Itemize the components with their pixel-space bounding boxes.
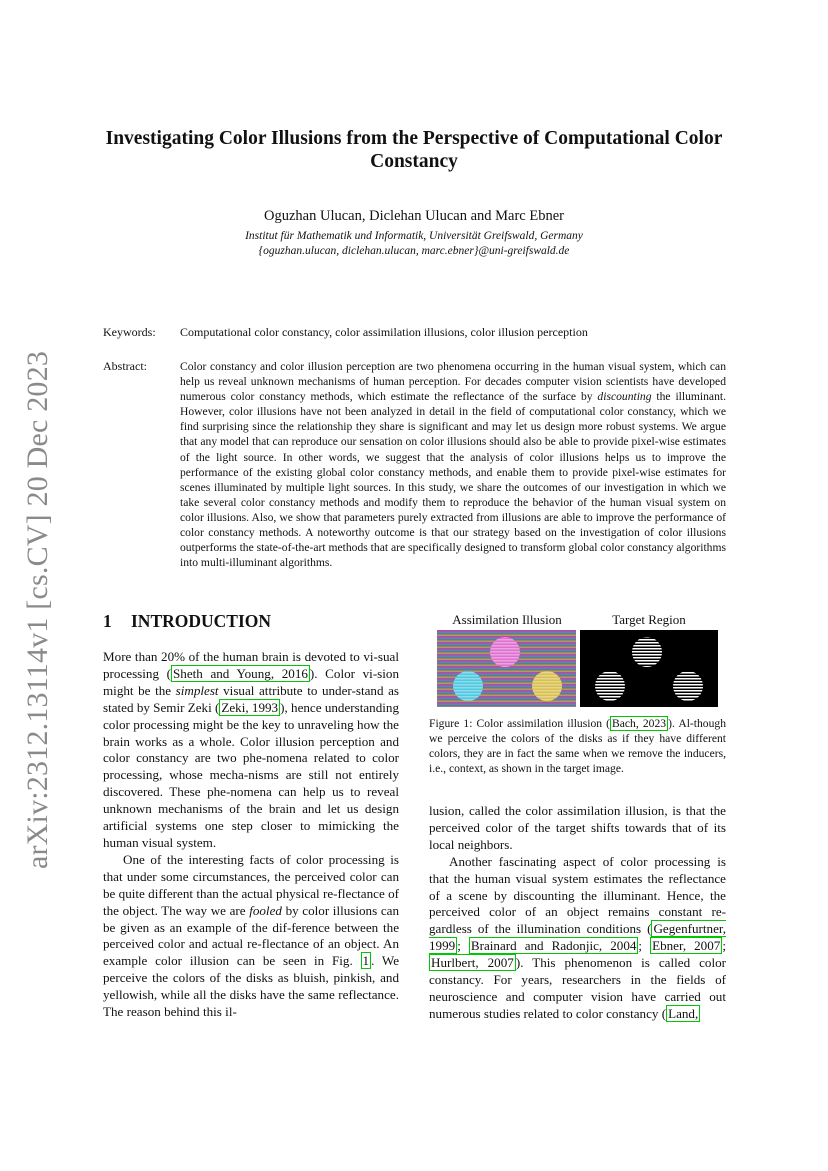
text-run: ), hence understanding color processing might be the key to unraveling how the brain works as a whole. Color illusion perception and color constancy are two phe-nomena related to color processing, whose mecha-nisms are still not entirely discovered. These phe-nomena can help us to reveal unknown mechanisms of the brain and let us design artificial systems one step closer to mimicking the human visual system. <box>103 699 400 850</box>
text-run: ; <box>457 938 469 954</box>
citation-link[interactable]: Brainard and Radonjic, 2004 <box>470 938 637 954</box>
citation-link[interactable]: Land, <box>668 1005 699 1021</box>
citation-link[interactable]: Hurlbert, 2007 <box>431 955 514 971</box>
abstract-part: the illuminant. However, color illusions have not been analyzed in detail in the field of computational color constancy, which we find surprising since the relationship they share is significant and may let us design more robust systems. We argue that any model that can reproduce our sensation on color illusions should also be able to provide pixel-wise estimates of the light source. In other words, we suggest that the analysis of color illusions helps us to improve the performance of the existing global color constancy methods, and enable them to provide pixel-wise estimates for scenes illuminated by multiple light sources. In this study, we share the outcomes of our investigation in which we take several color constancy methods and modify them to reproduce the behavior of the human visual system on color illusions. Also, we show that parameters purely extracted from illusions are able to improve the performance of color constancy methods. A noteworthy outcome is that our strategy based on the investigation of color illusions outperforms the state-of-the-art methods that are specifically designed to transform global color constancy algorithms into multi-illuminant algorithms. <box>180 390 726 570</box>
text-run: by color illusions can be given as an example of the dif-ference between the perceived color and actual re-flectance of an object. An example color illusion can be seen in Fig. <box>103 902 399 969</box>
text-run: More than 20% of the human brain is devoted to vi-sual processing ( <box>103 649 399 681</box>
figure-reference-link[interactable]: 1 <box>362 953 370 969</box>
section-heading <box>103 611 271 632</box>
section-title: INTRODUCTION <box>131 611 272 631</box>
figure-caption <box>429 716 726 776</box>
affiliation: Institut für Mathematik und Informatik, Universität Greifswald, Germany <box>245 230 583 242</box>
paper-title: Investigating Color Illusions from the Perspective of Computational Color Constancy <box>105 128 723 172</box>
text-run: ). Color vi-sion might be the <box>103 665 400 698</box>
target-region-image <box>580 630 718 707</box>
arxiv-id-text: arXiv:2312.13114v1 [cs.CV] 20 Dec 2023 <box>21 350 54 870</box>
abstract-part: Color constancy and color illusion perception are two phenomena occurring in the human visual system, which can help us reveal unknown mechanisms of human perception. For decades computer vision scientists have developed numerous color constancy methods, which estimate the reflectance of the surface by <box>180 360 726 404</box>
keywords-label: Keywords: <box>103 325 156 339</box>
authors: Oguzhan Ulucan, Diclehan Ulucan and Marc Ebner <box>264 208 564 224</box>
abstract-text <box>180 359 726 570</box>
left-column <box>103 649 399 1021</box>
figure-label-assimilation: Assimilation Illusion <box>452 612 562 627</box>
abstract-label: Abstract: <box>103 359 147 373</box>
text-run: visual attribute to under-stand as stated by Semir Zeki ( <box>103 682 399 715</box>
emails: {oguzhan.ulucan, diclehan.ulucan, marc.ebner}@uni-greifswald.de <box>258 245 570 257</box>
arxiv-stamp <box>18 350 58 870</box>
abstract-emphasis: discounting <box>597 390 652 404</box>
citation-link[interactable]: Sheth and Young, 2016 <box>173 665 308 681</box>
keywords-text: Computational color constancy, color assimilation illusions, color illusion perception <box>180 325 588 339</box>
target-disk <box>673 671 703 701</box>
citation-link[interactable]: Zeki, 1993 <box>221 699 279 715</box>
text-run: . We perceive the colors of the disks as bluish, pinkish, and yellowish, while all the disks have the same reflectance. The reason behind this il- <box>103 953 400 1020</box>
target-disk <box>632 637 662 667</box>
paragraph: lusion, called the color assimilation illusion, is that the perceived color of the target shifts towards that of its local neighbors. <box>429 803 726 852</box>
text-run: Figure 1: Color assimilation illusion ( <box>429 717 611 730</box>
paragraph <box>103 852 399 1021</box>
target-disk <box>595 671 625 701</box>
emphasis: simplest <box>175 682 219 698</box>
section-number: 1 <box>103 611 112 631</box>
text-run: ). Al-though we perceive the colors of the disks as if they have different colors, they are in fact the same when we remove the inducers, i.e., context, as shown in the target image. <box>429 717 726 775</box>
right-column <box>429 803 726 1023</box>
paragraph <box>429 854 726 1023</box>
assimilation-illusion-image <box>437 630 576 707</box>
citation-link[interactable]: Gegenfurtner, 1999 <box>429 921 726 954</box>
text-run: Another fascinating aspect of color processing is that the human visual system estimates the reflectance of a scene by discounting the illuminant. Hence, the perceived color of an object remains constant re-gardless of the illumination conditions ( <box>429 853 726 937</box>
emphasis: fooled <box>249 902 282 918</box>
text-run: ). This phenomenon is called color constancy. For years, researchers in the fields of neuroscience and computer vision have carried out numerous studies related to color constancy ( <box>429 955 727 1021</box>
citation-link[interactable]: Ebner, 2007 <box>652 938 721 954</box>
affiliation-block <box>103 229 725 259</box>
paragraph <box>103 649 399 852</box>
citation-link[interactable]: Bach, 2023 <box>612 717 667 730</box>
figure-label-target: Target Region <box>612 612 686 627</box>
text-run: ; <box>638 938 651 954</box>
text-run: One of the interesting facts of color processing is that under some circumstances, the perceived color can be quite different than the actual physical re-flectance of the object. The way we are <box>103 851 399 918</box>
text-run: ; <box>722 938 726 954</box>
